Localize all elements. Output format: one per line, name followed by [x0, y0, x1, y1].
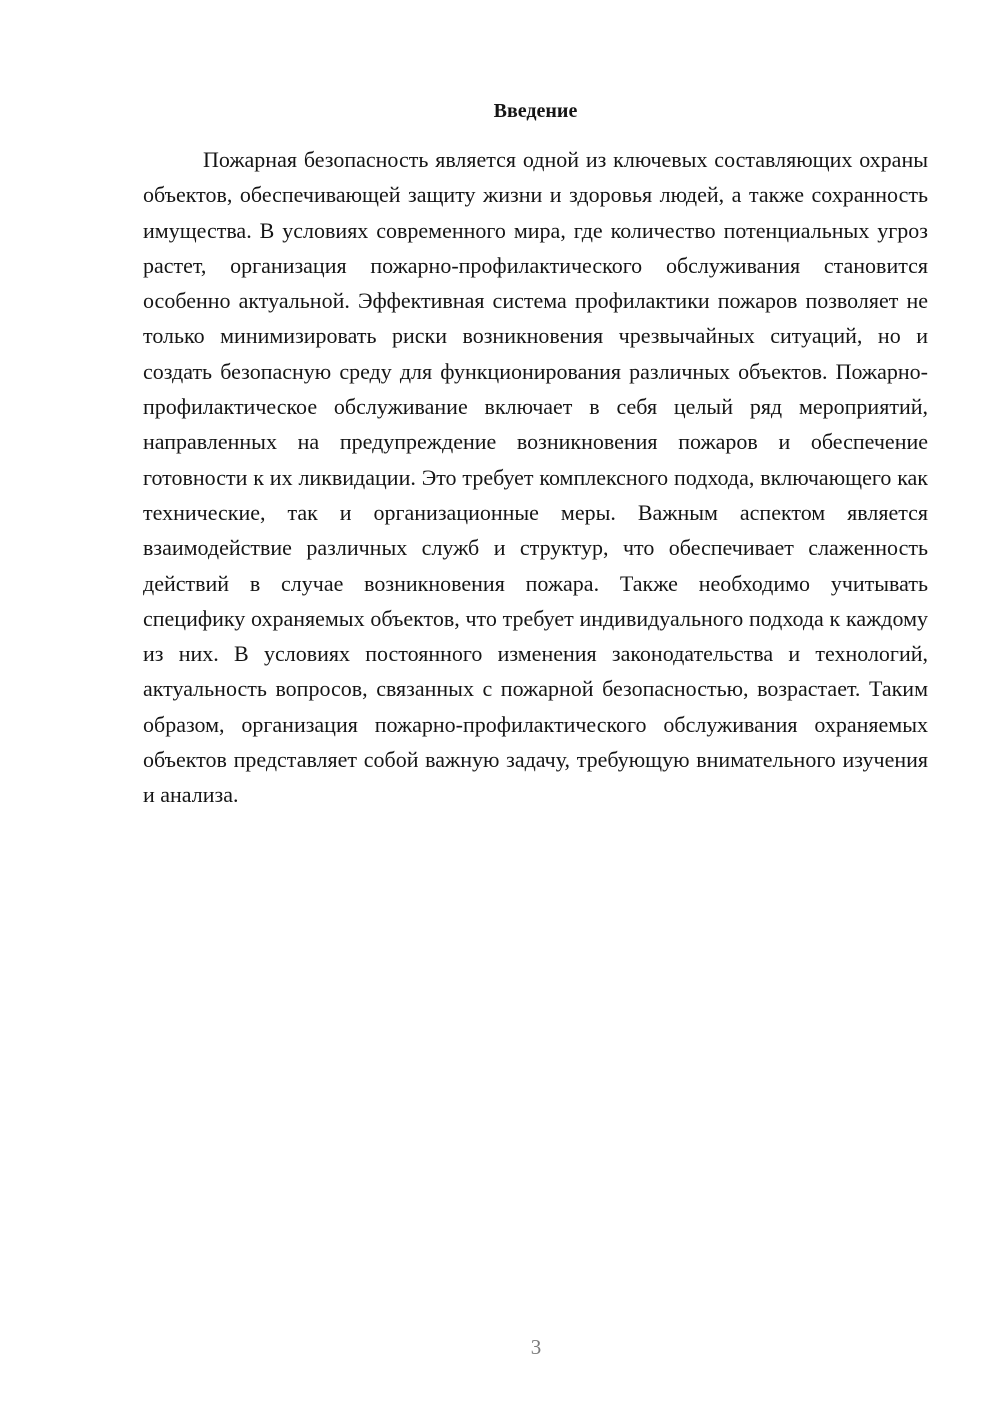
section-heading: Введение — [493, 100, 578, 122]
body-paragraph: Пожарная безопасность является одной из ключевых составляющих охраны объектов, обеспечивающей защиту жизни и здоровья людей, а также сохранность имущества. В условиях современного мира, где количество потенциальных угроз растет, организация пожарно-профилактического обслуживания становится особенно актуальной. Эффективная система профилактики пожаров позволяет не только минимизировать риски возникновения чрезвычайных ситуаций, но и создать безопасную среду для функционирования различных объектов. Пожарно-профилактическое обслуживание включает в себя целый ряд мероприятий, направленных на предупреждение возникновения пожаров и обеспечение готовности к их ликвидации. Это требует комплексного подхода, включающего как технические, так и организационные меры. Важным аспектом является взаимодействие различных служб и структур, что обеспечивает слаженность действий в случае возникновения пожара. Также необходимо учитывать специфику охраняемых объектов, что требует индивидуального подхода к каждому из них. В условиях постоянного изменения законодательства и технологий, актуальность вопросов, связанных с пожарной безопасностью, возрастает. Таким образом, организация пожарно-профилактического обслуживания охраняемых объектов представляет собой важную задачу, требующую внимательного изучения и анализа. — [143, 147, 928, 808]
page-number: 3 — [530, 1335, 542, 1359]
